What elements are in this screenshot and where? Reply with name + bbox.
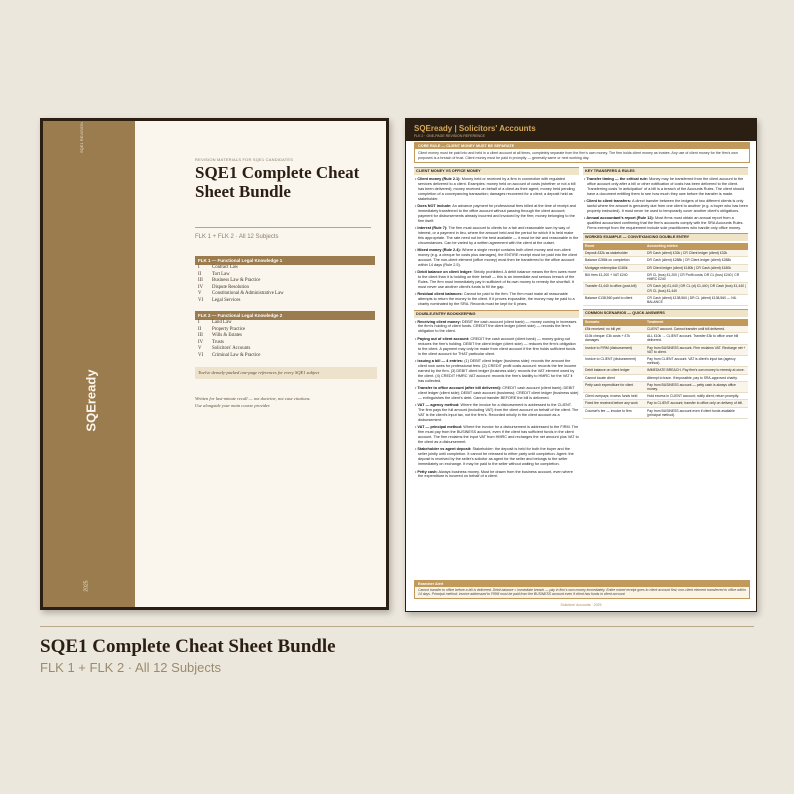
table-row bbox=[583, 283, 748, 294]
subject-name: Tort Law bbox=[212, 271, 230, 277]
table-row bbox=[583, 355, 748, 366]
cover-title: SQE1 Complete Cheat Sheet Bundle bbox=[195, 163, 360, 201]
rule-item: • Stakeholder vs agent deposit: Stakeholder: the deposit is held for both the buyer and the seller jointly until completion. It cannot be released to either party until completion. Agent: the deposit is received by the seller's solicitor as agent for the seller and belongs to the seller immediately on exchange. It may be paid to the seller without waiting for completion. bbox=[415, 447, 574, 467]
cover-disclaimer bbox=[195, 395, 371, 409]
table-cell: CR Cash (cl) £1,440 | DR CL (cl) £1,440 | DR Cash (bus) £1,440 | CR CL (bus) £1,440 bbox=[645, 283, 748, 294]
alert-body: Cannot transfer to office before a bill is delivered. Debit balance = immediate breach — pay in firm's own money immediately. Entire mixed receipt goes to client account first; non-client element transferred to office within 14 days. Principal method: invoice addressed to FIRM must be paid from the BUSINESS account even if client has funds in client account. bbox=[418, 588, 746, 597]
subject-name: Legal Services bbox=[212, 297, 241, 303]
table-cell: Pay from BUSINESS account. Firm reclaims VAT. Recharge net + VAT to client. bbox=[645, 344, 748, 355]
subject-number: II bbox=[198, 271, 202, 277]
scenarios-table bbox=[583, 319, 748, 419]
section-header: CLIENT MONEY VS OFFICE MONEY bbox=[414, 167, 579, 175]
rule-item-text: Always business money. Must be drawn from the business account, even where the expenditure is incurred on behalf of a client. bbox=[418, 469, 573, 479]
disclaimer-line-2: Use alongside your main course provider. bbox=[195, 403, 271, 408]
subject-name: Solicitors' Accounts bbox=[212, 346, 251, 351]
subject-number: V bbox=[198, 291, 202, 296]
rule-item-term: Paying out of client account: bbox=[417, 336, 470, 341]
table-cell: Pay from BUSINESS account — petty cash is always office money. bbox=[645, 381, 748, 392]
rule-item-term: Does NOT include: bbox=[417, 203, 452, 208]
rule-item-text: Money held or received by a firm in connection with regulated services delivered to a client. Examples: money held on account of costs (whether or not a bill has been delivered); money received on behalf of a client as their agent; money held pending completion of a conveyancing transaction; damages recovered for a client; a deposit held as stakeholder. bbox=[418, 176, 576, 201]
flk2-header: FLK 2 — Functional Legal Knowledge 2 bbox=[195, 311, 375, 320]
table-cell: CLIENT account. Cannot transfer until bill delivered. bbox=[645, 326, 748, 333]
section-header: COMMON SCENARIOS — QUICK ANSWERS bbox=[583, 309, 748, 317]
table-header-cell: Scenario bbox=[583, 319, 645, 326]
caption-title: SQE1 Complete Cheat Sheet Bundle bbox=[40, 636, 336, 657]
table-cell: IMMEDIATE BREACH. Pay firm's own money to remedy at once. bbox=[645, 367, 748, 374]
table-cell: Client overpays; excess funds held bbox=[583, 393, 645, 400]
table-cell: Pay from CLIENT account. VAT is client's input tax (agency method). bbox=[645, 355, 748, 366]
rule-item: • Annual accountant's report (Rule 12): Most firms must obtain an annual report from a qualified accountant confirming that the firm's accounts comply with the SRA Accounts Rules. Firms exempt from the requirement include sole practitioners who handle only office money. bbox=[584, 216, 744, 231]
spine-brand: SQEready bbox=[83, 369, 99, 432]
table-cell: ALL £10k → CLIENT account. Transfer £3k to office once bill delivered. bbox=[645, 333, 748, 344]
cover-note: Twelve densely-packed one-page references for every SQE1 subject bbox=[195, 367, 377, 379]
rule-item-term: Client money (Rule 2.1): bbox=[417, 176, 461, 181]
rule-item-text: Where the invoice for a disbursement is addressed to the FIRM. The firm must pay from the BUSINESS account, even if the client has sufficient funds in the client account. The firm reclaims the input VAT from HMRC and recharges the net amount plus VAT to the client as a disbursement. bbox=[418, 425, 579, 444]
table-header-row bbox=[583, 319, 748, 326]
table-cell: DR Client ledger (client) £180k | CR Cash (client) £180k bbox=[645, 264, 748, 271]
table-header-row bbox=[583, 243, 748, 250]
rule-item-term: VAT — principal method: bbox=[417, 425, 463, 430]
rule-item-term: Stakeholder vs agent deposit: bbox=[417, 447, 472, 452]
rule-item: • Interest (Rule 7): The firm must account to clients for a fair and reasonable sum by way of interest, or a payment in lieu, where the amount held and the period for which it is held make this appropriate. The rate need not be the best available — it must be fair and reasonable in the circumstances. Can be varied by a written agreement with the client at the outset. bbox=[415, 226, 579, 245]
rule-item-term: Residual client balances: bbox=[417, 292, 463, 297]
cover-divider bbox=[195, 227, 371, 228]
cover-page bbox=[135, 121, 386, 607]
core-rule-box bbox=[414, 142, 750, 163]
subject-number: V bbox=[198, 346, 202, 351]
rule-item-term: Client to client transfers: bbox=[586, 199, 632, 204]
table-cell: DR CL (bus) £1,200 | CR Profit costs; DR CL (bus) £240 | CR HMRC £240 bbox=[645, 271, 748, 282]
table-cell: Balance £138,560 paid to client bbox=[583, 294, 645, 305]
alert-header: Examiner Alert bbox=[415, 581, 749, 587]
rule-item: • Transfer timing — the critical rule: Money may be transferred from the client account to the office account only after a bill or other notification of costs has been delivered to the client. Transferring costs 'in anticipation' of a bill is a breach of the Accounts Rules. The client should have a document entitling them to see how much they owe before the transfer is made. bbox=[584, 176, 745, 196]
table-cell: Counsel's fee — invoice to firm bbox=[583, 407, 645, 418]
table-row bbox=[583, 400, 748, 407]
table-cell: Bill: fees £1,200 + VAT £240 bbox=[583, 271, 645, 282]
disclaimer-line-1: Written for last-minute recall — not doctrine, not case citations. bbox=[195, 396, 311, 401]
flk2-block bbox=[195, 311, 375, 359]
caption-divider bbox=[40, 626, 754, 627]
rule-item: • Mixed money (Rule 2.4): Where a single receipt contains both client money and non-client money (e.g. a cheque for costs plus damages), the ENTIRE receipt must be paid into the client account. The non-client element (office money) must then be transferred to the office account within 14 days (Rule 2.5). bbox=[415, 248, 578, 267]
subject-number: I bbox=[198, 265, 200, 270]
section-header: WORKED EXAMPLE — CONVEYANCING DOUBLE ENTRY bbox=[583, 233, 748, 241]
rule-item: • VAT — principal method: Where the invoice for a disbursement is addressed to the FIRM. The firm must pay from the BUSINESS account, even if the client has sufficient funds in the client account. The firm reclaims the input VAT from HMRC and recharges the net amount plus VAT to the client as a disbursement. bbox=[415, 425, 579, 444]
rule-item-text: CREDIT the cash account (client bank) — money going out reduces the firm's holding. DEBIT the client ledger (client side) — reduces the firm's obligation to the client. A payment may only be made from client account if the firm holds sufficient funds in the client account for THAT particular client. bbox=[418, 336, 576, 356]
rule-item-text: Strictly prohibited. A debit balance means the firm owes more to the client than it is holding on their behalf — this is an immediate and serious breach of the Rules. The firm must immediately pay in sufficient of its own money to remedy the shortfall. It must never use another client's funds to fill the gap. bbox=[418, 270, 577, 290]
table-header-cell: Event bbox=[583, 243, 645, 250]
table-cell: Balance £288k on completion bbox=[583, 257, 645, 264]
rule-item-text: Money may be transferred from the client account to the office account only after a bill or other notification of costs has been delivered to the client. Transferring costs 'in anticipation' of a bill is a breach of the Accounts Rules. The client should have a document entitling them to see how much they owe before the transfer is made. bbox=[587, 176, 745, 196]
subject-number: I bbox=[198, 320, 200, 325]
subject-name: Dispute Resolution bbox=[212, 284, 249, 290]
rule-item-text: Stakeholder: the deposit is held for both the buyer and the seller jointly until completion. It cannot be released to either party until completion. Agent: the deposit is received by the seller's solicitor as agent for the seller and belongs to the seller immediately on exchange. It may be paid to the seller without waiting for completion. bbox=[418, 447, 574, 467]
table-cell: Debit balance on client ledger bbox=[583, 367, 645, 374]
table-row bbox=[583, 326, 748, 333]
subject-row bbox=[195, 353, 375, 360]
rule-item-term: Issuing a bill — 4 entries: bbox=[417, 358, 464, 363]
subject-number: VI bbox=[198, 352, 204, 358]
subject-name: Constitutional & Administrative Law bbox=[212, 291, 284, 296]
subject-number: III bbox=[198, 278, 203, 283]
section-header: KEY TRANSFERS & RULES bbox=[583, 167, 748, 175]
table-cell: Invoice to CLIENT (disbursement) bbox=[583, 355, 645, 366]
left-column bbox=[414, 167, 579, 482]
rule-item: • Debit balance on client ledger: Strictly prohibited. A debit balance means the firm owes more to the client than it is holding on their behalf — this is an immediate and serious breach of the Rules. The firm must immediately pay in sufficient of its own money to remedy the shortfall. It must never use another client's funds to fill the gap. bbox=[415, 270, 577, 290]
table-cell: DR Cash (client) £32k | CR Client ledger (client) £32k bbox=[645, 250, 748, 257]
table-row bbox=[583, 367, 748, 374]
rule-item-text: Where the invoice for a disbursement is addressed to the CLIENT. The firm pays the full amount (including VAT) from the client account on behalf of the client. The VAT is the client's input tax, not the firm's. Recorded wholly in the client account as a disbursement. bbox=[418, 403, 579, 422]
sheet-footer: Solicitors' Accounts · 2025 bbox=[560, 603, 602, 607]
table-row bbox=[583, 333, 748, 344]
core-rule-header: CORE RULE — CLIENT MONEY MUST BE SEPARATE bbox=[415, 143, 749, 149]
cover-kicker: REVISION MATERIALS FOR SQE1 CANDIDATES bbox=[195, 157, 294, 162]
rule-item-term: Mixed money (Rule 2.4): bbox=[417, 248, 461, 253]
subject-number: IV bbox=[198, 284, 204, 290]
table-cell: Fixed fee received before any work bbox=[583, 400, 645, 407]
rule-item-text: The firm must account to clients for a fair and reasonable sum by way of interest, or a payment in lieu, where the amount held and the period for which it is held make this appropriate. The rate need not be the best available — it must be fair and reasonable in the circumstances. Can be varied by a written agreement with the client at the outset. bbox=[418, 226, 579, 245]
table-cell: Pay from BUSINESS account even if client funds available (principal method). bbox=[645, 407, 748, 418]
rule-item-text: (1) DEBIT client ledger (business side): records the amount the client now owes for professional fees. (2) CREDIT profit costs account: records the fee income earned by the firm. (3) DEBIT client ledger (business side): records the VAT element owed by the client. (4) CREDIT HMRC VAT account: records the firm's liability to HMRC for the VAT it has collected. bbox=[418, 358, 577, 383]
subject-name: Business Law & Practice bbox=[212, 278, 261, 283]
table-cell: Cannot locate client bbox=[583, 374, 645, 381]
rule-item: • Transfer to office account (after bill delivered): CREDIT cash account (client bank); DEBIT client ledger (client side); DEBIT cash account (business); CREDIT client ledger (business side) — extinguishes the client's debt. Cannot transfer BEFORE the bill is delivered. bbox=[415, 385, 579, 400]
rule-item: • VAT — agency method: Where the invoice for a disbursement is addressed to the CLIENT. The firm pays the full amount (including VAT) from the client account on behalf of the client. The VAT is the client's input tax, not the firm's. Recorded wholly in the client account as a disbursement. bbox=[415, 403, 579, 422]
subject-number: II bbox=[198, 326, 202, 332]
table-row bbox=[583, 250, 748, 257]
subject-name: Criminal Law & Practice bbox=[212, 352, 261, 358]
rule-item-text: DEBIT the cash account (client bank) — money coming in increases the firm's holding of client funds. CREDIT the client ledger (client side) — records the firm's obligation to the client. bbox=[418, 319, 577, 334]
flk1-header: FLK 1 — Functional Legal Knowledge 1 bbox=[195, 256, 375, 265]
worked-example-table bbox=[583, 243, 748, 306]
rule-item-text: Cannot be paid to the firm. The firm must make all reasonable attempts to return the money to the client. If it proves impossible, the money may be paid to a charity nominated by the SRA. Records must be kept for 6 years. bbox=[418, 292, 575, 307]
table-row bbox=[583, 381, 748, 392]
rule-item-term: Receiving client money: bbox=[417, 319, 461, 324]
rule-item-text: CREDIT cash account (client bank); DEBIT client ledger (client side); DEBIT cash account (business); CREDIT client ledger (business side) — extinguishes the client's debt. Cannot transfer BEFORE the bill is delivered. bbox=[418, 385, 579, 400]
rule-item-text: A direct transfer between the ledgers of two different clients is only lawful where the amount is genuinely due from one client to another (e.g. a buyer who has been properly instructed). It must never be used to temporarily cover another client's obligations. bbox=[587, 199, 748, 213]
rule-item-term: Annual accountant's report (Rule 12): bbox=[586, 216, 654, 221]
caption-subtitle: FLK 1 + FLK 2 · All 12 Subjects bbox=[40, 660, 222, 675]
subject-name: Wills & Estates bbox=[212, 333, 242, 338]
subject-number: IV bbox=[198, 339, 204, 345]
table-cell: Pay to CLIENT account; transfer to office only on delivery of bill. bbox=[645, 400, 748, 407]
cover-subtitle: FLK 1 + FLK 2 · All 12 Subjects bbox=[195, 234, 279, 240]
table-cell: Hold excess in CLIENT account; notify client; return promptly. bbox=[645, 393, 748, 400]
table-cell: Transfer £1,440 to office (post-bill) bbox=[583, 283, 645, 294]
table-row bbox=[583, 393, 748, 400]
core-rule-body: Client money must be paid into and held in a client account at all times, completely separate from the firm's own money. The firm holds client money as trustee. Any use of client money for the firm's own purposes is a breach of trust. Client money must be paid in promptly — generally same or next working day. bbox=[418, 151, 738, 160]
table-header-cell: Accounting entries bbox=[645, 243, 748, 250]
sheet-title: SQEready | Solicitors' Accounts bbox=[414, 124, 536, 133]
table-cell: DR Cash (client) £288k | CR Client ledger (client) £288k bbox=[645, 257, 748, 264]
rule-item-term: VAT — agency method: bbox=[417, 403, 460, 408]
right-column bbox=[583, 167, 748, 422]
table-row bbox=[583, 264, 748, 271]
table-header-cell: Treatment bbox=[645, 319, 748, 326]
subject-name: Trusts bbox=[212, 339, 224, 345]
table-row bbox=[583, 257, 748, 264]
section-header: DOUBLE-ENTRY BOOKKEEPING bbox=[414, 310, 579, 318]
rule-item-text: Most firms must obtain an annual report from a qualified accountant confirming that the firm's accounts comply with the SRA Accounts Rules. Firms exempt from the requirement include sole practitioners who handle only office money. bbox=[587, 216, 744, 231]
table-cell: £10k cheque: £3k costs + £7k damages bbox=[583, 333, 645, 344]
rule-item: • Issuing a bill — 4 entries: (1) DEBIT client ledger (business side): records the amount the client now owes for professional fees. (2) CREDIT profit costs account: records the fee income earned by the firm. (3) DEBIT client ledger (business side): records the VAT element owed by the client. (4) CREDIT HMRC VAT account: records the firm's liability to HMRC for the VAT it has collected. bbox=[415, 358, 577, 383]
subject-number: VI bbox=[198, 297, 204, 303]
table-cell: CR Cash (client) £138,560 | DR CL (client) £138,560 — NIL BALANCE bbox=[645, 294, 748, 305]
table-row bbox=[583, 407, 748, 418]
table-row bbox=[583, 344, 748, 355]
rule-item: • Receiving client money: DEBIT the cash account (client bank) — money coming in increases the firm's holding of client funds. CREDIT the client ledger (client side) — records the firm's obligation to the client. bbox=[415, 319, 577, 334]
table-cell: Attempt to trace. If impossible, pay to SRA-approved charity. bbox=[645, 374, 748, 381]
cover-book bbox=[40, 118, 389, 610]
table-row bbox=[583, 294, 748, 305]
cover-spine bbox=[43, 121, 135, 607]
rule-item-term: Transfer to office account (after bill delivered): bbox=[417, 385, 502, 390]
table-cell: Deposit £32k as stakeholder bbox=[583, 250, 645, 257]
spine-year: 2025 bbox=[83, 580, 90, 592]
cheat-sheet-page bbox=[405, 118, 757, 612]
rule-item-term: Interest (Rule 7): bbox=[417, 226, 448, 231]
sheet-subtitle: FLK 2 · ONE-PAGE REVISION REFERENCE bbox=[414, 134, 485, 138]
sheet-header-bar bbox=[406, 119, 756, 141]
rule-item-term: Transfer timing — the critical rule: bbox=[586, 176, 648, 181]
table-cell: Invoice to FIRM (disbursement) bbox=[583, 344, 645, 355]
examiner-alert bbox=[414, 580, 750, 599]
subject-name: Property Practice bbox=[212, 326, 246, 332]
table-row bbox=[583, 374, 748, 381]
rule-item: • Client money (Rule 2.1): Money held or received by a firm in connection with regulated services delivered to a client. Examples: money held on account of costs (whether or not a bill has been delivered); money received on behalf of a client as their agent; money held pending completion of a conveyancing transaction; damages recovered for a client; a deposit held as stakeholder. bbox=[415, 176, 576, 201]
table-cell: £5k received; no bill yet bbox=[583, 326, 645, 333]
spine-tag: SQE1 REVISION bbox=[79, 122, 84, 153]
rule-item-term: Debit balance on client ledger: bbox=[417, 270, 473, 275]
rule-item: • Residual client balances: Cannot be paid to the firm. The firm must make all reasonable attempts to return the money to the client. If it proves impossible, the money may be paid to a charity nominated by the SRA. Records must be kept for 6 years. bbox=[415, 292, 575, 307]
table-cell: Petty cash expenditure for client bbox=[583, 381, 645, 392]
rule-item: • Client to client transfers: A direct transfer between the ledgers of two different clients is only lawful where the amount is genuinely due from one client to another (e.g. a buyer who has been properly instructed). It must never be used to temporarily cover another client's obligations. bbox=[584, 199, 748, 213]
rule-item-text: An advance payment for professional fees billed at the time of receipt and immediately transferred to the office account without passing through the client account; payment for disbursements already incurred and invoiced by the firm; money belonging to the firm itself. bbox=[418, 203, 576, 223]
flk1-block bbox=[195, 256, 375, 304]
rule-item: • Petty cash: Always business money. Must be drawn from the business account, even where the expenditure is incurred on behalf of a client. bbox=[415, 469, 573, 479]
rule-item-term: Petty cash: bbox=[417, 469, 438, 474]
subject-name: Contract Law bbox=[212, 265, 239, 270]
subject-number: III bbox=[198, 333, 203, 338]
table-row bbox=[583, 271, 748, 282]
rule-item: • Paying out of client account: CREDIT the cash account (client bank) — money going out reduces the firm's holding. DEBIT the client ledger (client side) — reduces the firm's obligation to the client. A payment may only be made from client account if the firm holds sufficient funds in the client account for THAT particular client. bbox=[415, 336, 576, 356]
rule-item-text: Where a single receipt contains both client money and non-client money (e.g. a cheque for costs plus damages), the ENTIRE receipt must be paid into the client account. The non-client element (office money) must then be transferred to the office account within 14 days (Rule 2.5). bbox=[418, 248, 578, 267]
table-cell: Mortgage redemption £180k bbox=[583, 264, 645, 271]
rule-item: • Does NOT include: An advance payment for professional fees billed at the time of receipt and immediately transferred to the office account without passing through the client account; payment for disbursements already incurred and invoiced by the firm; money belonging to the firm itself. bbox=[415, 203, 576, 223]
subject-row bbox=[195, 298, 375, 305]
subject-name: Land Law bbox=[212, 320, 232, 325]
